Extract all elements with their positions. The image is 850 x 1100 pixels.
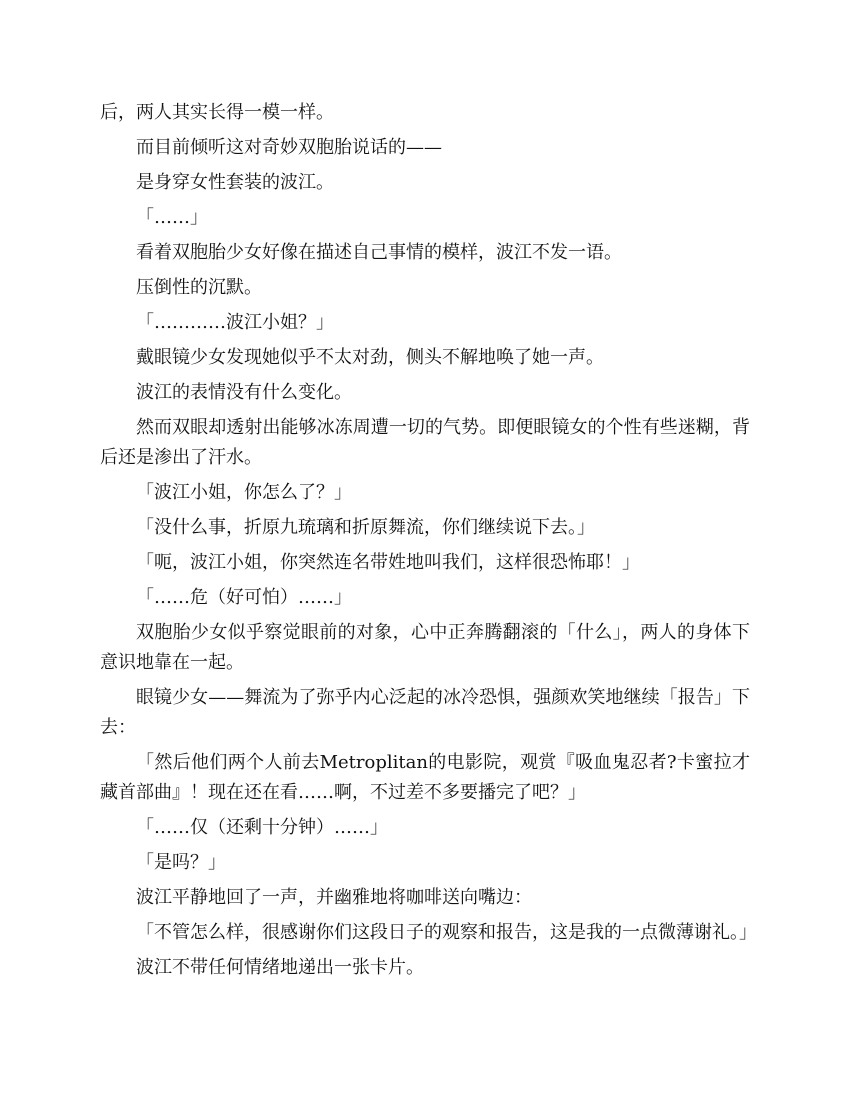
paragraph: 然而双眼却透射出能够冰冻周遭一切的气势。即便眼镜女的个性有些迷糊，背后还是渗出了汗水。 xyxy=(100,417,750,468)
paragraph: 「不管怎么样，很感谢你们这段日子的观察和报告，这是我的一点微薄谢礼。」 xyxy=(136,922,757,943)
paragraph: 而目前倾听这对奇妙双胞胎说话的—— xyxy=(136,137,442,158)
paragraph: 「波江小姐，你怎么了？」 xyxy=(136,482,352,503)
paragraph: 「…………波江小姐？」 xyxy=(136,312,334,333)
paragraph: 「……仅（还剩十分钟）……」 xyxy=(136,817,388,838)
paragraph: 波江的表情没有什么变化。 xyxy=(136,382,352,403)
paragraph: 波江平静地回了一声，并幽雅地将咖啡送向嘴边： xyxy=(136,887,532,908)
paragraph: 「……」 xyxy=(136,207,208,228)
paragraph: 双胞胎少女似乎察觉眼前的对象，心中正奔腾翻滚的「什么」，两人的身体下意识地靠在一起。 xyxy=(100,622,750,673)
paragraph: 眼镜少女——舞流为了弥乎内心泛起的冰冷恐惧，强颜欢笑地继续「报告」下去： xyxy=(100,687,750,738)
paragraph: 波江不带任何情绪地递出一张卡片。 xyxy=(136,957,424,978)
paragraph: 「……危（好可怕）……」 xyxy=(136,587,352,608)
paragraph: 「呃，波江小姐，你突然连名带姓地叫我们，这样很恐怖耶！」 xyxy=(136,552,640,573)
paragraph: 压倒性的沉默。 xyxy=(136,277,262,298)
paragraph: 「是吗？」 xyxy=(136,852,226,873)
document-page xyxy=(100,98,757,988)
paragraph: 「然后他们两个人前去Metroplitan的电影院，观赏『吸血鬼忍者?卡蜜拉才藏首部曲』！现在还在看……啊，不过差不多要播完了吧？」 xyxy=(100,752,750,803)
paragraph: 后，两人其实长得一模一样。 xyxy=(100,102,334,123)
paragraph: 是身穿女性套装的波江。 xyxy=(136,172,334,193)
paragraph: 「没什么事，折原九琉璃和折原舞流，你们继续说下去。」 xyxy=(136,517,595,538)
paragraph: 戴眼镜少女发现她似乎不太对劲，侧头不解地唤了她一声。 xyxy=(136,347,604,368)
paragraph: 看着双胞胎少女好像在描述自己事情的模样，波江不发一语。 xyxy=(136,242,622,263)
